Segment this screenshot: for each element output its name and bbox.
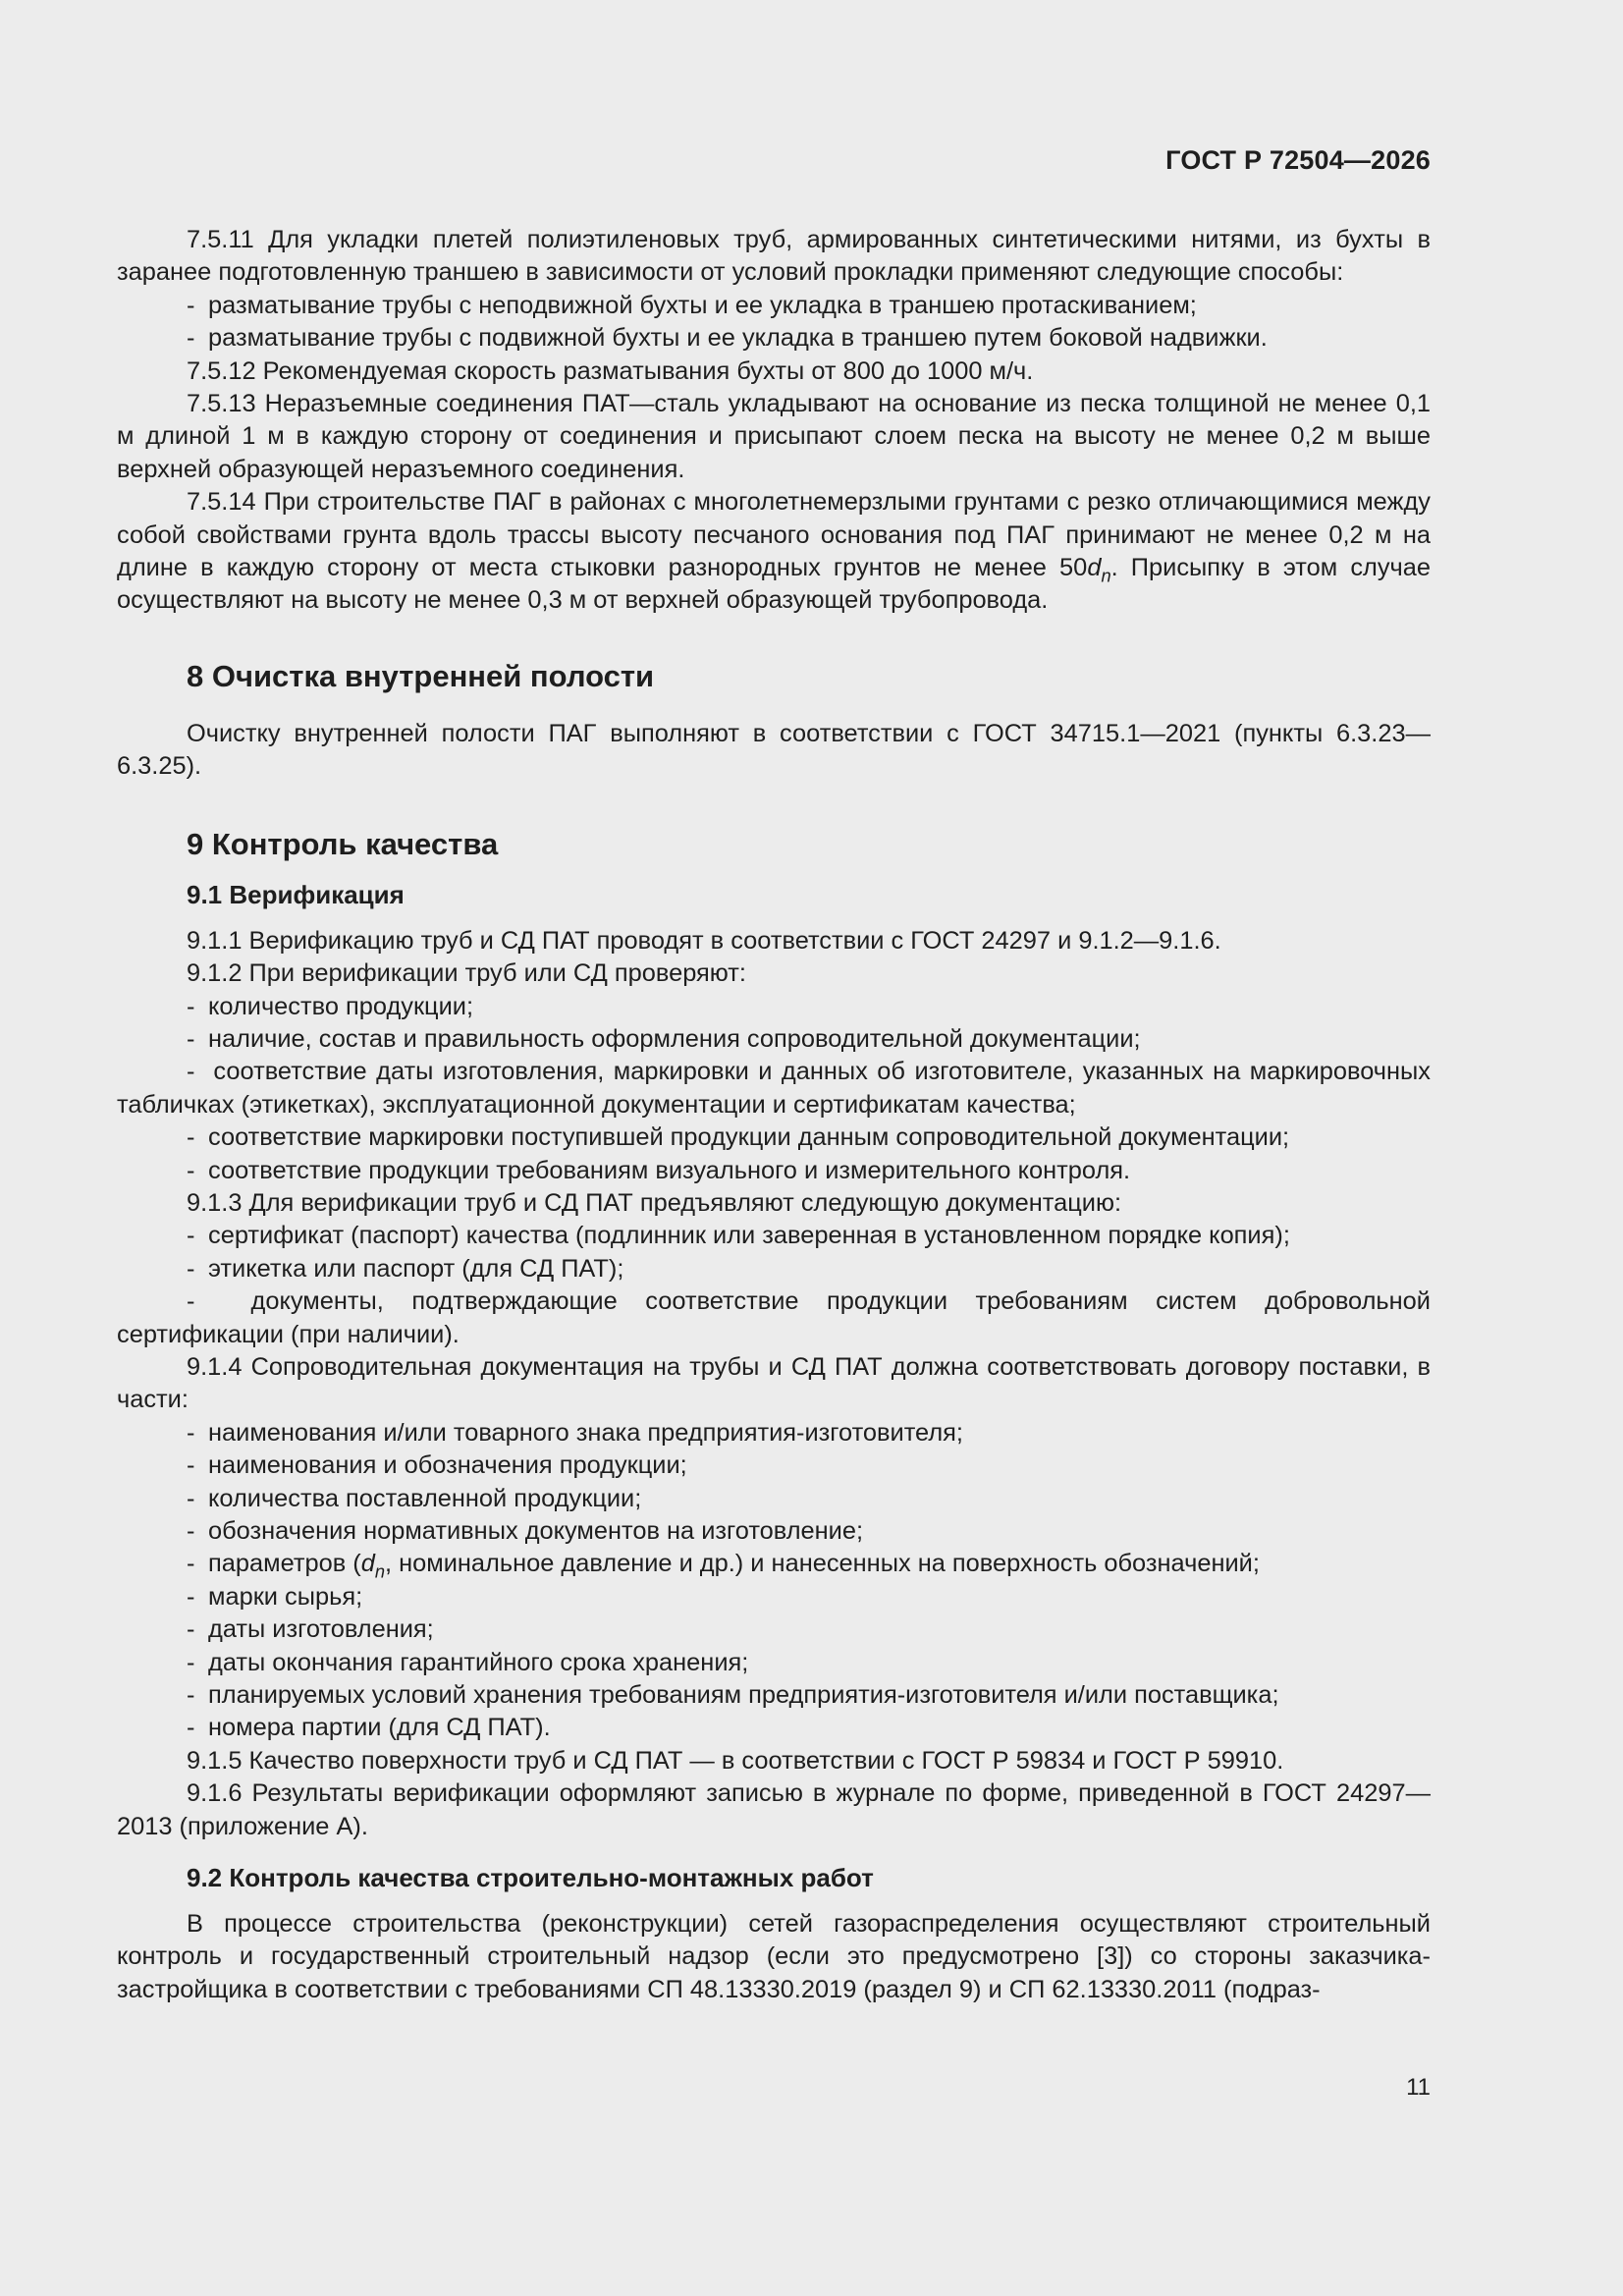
list-item: - количества поставленной продукции;	[187, 1484, 642, 1512]
list-item: - количество продукции;	[187, 992, 474, 1020]
list-item: - марки сырья;	[187, 1582, 363, 1611]
paragraph-9-1-4: 9.1.4 Сопроводительная документация на трубы и СД ПАТ должна соответствовать договору поставки, в части:	[117, 1352, 1431, 1414]
paragraph-9-2: В процессе строительства (реконструкции) сетей газораспределения осуществляют строительный контроль и государственный строительный надзор (если это предусмотрено [3]) со стороны заказчика-застройщика в соответствии с требованиями СП 48.13330.2019 (раздел 9) и СП 62.13330.2011 (подраз-	[117, 1910, 1431, 2003]
list-item: - соответствие продукции требованиям визуального и измерительного контроля.	[187, 1156, 1131, 1184]
list-item: - соответствие даты изготовления, маркировки и данных об изготовителе, указанных на маркировочных табличках (этикетках), эксплуатационной документации и сертификатам качества;	[117, 1058, 1431, 1119]
paragraph-9-1-5: 9.1.5 Качество поверхности труб и СД ПАТ — в соответствии с ГОСТ Р 59834 и ГОСТ Р 59910.	[187, 1746, 1284, 1775]
subsection-9-1-title: 9.1 Верификация	[187, 879, 405, 909]
subsection-9-2-title: 9.2 Контроль качества строительно-монтажных работ	[187, 1863, 874, 1893]
list-item: - разматывание трубы с подвижной бухты и ее укладка в траншею путем боковой надвижки.	[187, 324, 1268, 353]
list-item: - наличие, состав и правильность оформления сопроводительной документации;	[187, 1024, 1141, 1053]
document-header: ГОСТ Р 72504—2026	[1165, 145, 1431, 175]
list-item: - соответствие маркировки поступившей продукции данным сопроводительной документации;	[187, 1123, 1290, 1152]
list-item: - наименования и обозначения продукции;	[187, 1451, 687, 1480]
list-item: - документы, подтверждающие соответствие продукции требованиям систем добровольной сертификации (при наличии).	[117, 1287, 1431, 1348]
section-9-title: 9 Контроль качества	[187, 826, 499, 861]
paragraph-7-5-13: 7.5.13 Неразъемные соединения ПАТ—сталь укладывают на основание из песка толщиной не менее 0,1 м длиной 1 м в каждую сторону от соединения и присыпают слоем песка на высоту не менее 0,2 м выше верхней образующей неразъемного соединения.	[117, 390, 1431, 483]
paragraph-9-1-2: 9.1.2 При верификации труб или СД проверяют:	[187, 959, 746, 988]
paragraph-9-1-6: 9.1.6 Результаты верификации оформляют записью в журнале по форме, приведенной в ГОСТ 24297—2013 (приложение А).	[117, 1779, 1431, 1840]
paragraph-7-5-11: 7.5.11 Для укладки плетей полиэтиленовых труб, армированных синтетическими нитями, из бухты в заранее подготовленную траншею в зависимости от условий прокладки применяют следующие способы:	[117, 226, 1431, 287]
paragraph-9-1-3: 9.1.3 Для верификации труб и СД ПАТ предъявляют следующую документацию:	[187, 1188, 1122, 1217]
list-item: - разматывание трубы с неподвижной бухты и ее укладка в траншею протаскиванием;	[187, 291, 1197, 319]
paragraph-7-5-14: 7.5.14 При строительстве ПАГ в районах с многолетнемерзлыми грунтами с резко отличающимися между собой свойствами грунта вдоль трассы высоту песчаного основания под ПАГ принимают не менее 0,2 м на длине в каждую сторону от места стыковки разнородных грунтов не менее $50d_n$. Присыпку в этом случае осуществляют на высоту не менее 0,3 м от верхней образующей трубопровода.	[117, 488, 1431, 615]
list-item: - наименования и/или товарного знака предприятия-изготовителя;	[187, 1418, 963, 1447]
section-8-text: Очистку внутренней полости ПАГ выполняют в соответствии с ГОСТ 34715.1—2021 (пункты 6.3.23—6.3.25).	[117, 719, 1431, 781]
list-item: - параметров ($d_n$, номинальное давление и др.) и нанесенных на поверхность обозначений;	[187, 1550, 1260, 1582]
list-item: - планируемых условий хранения требованиям предприятия-изготовителя и/или поставщика;	[187, 1681, 1279, 1710]
paragraph-9-1-1: 9.1.1 Верификацию труб и СД ПАТ проводят в соответствии с ГОСТ 24297 и 9.1.2—9.1.6.	[187, 926, 1221, 955]
page-number: 11	[1406, 2074, 1431, 2101]
list-item: - даты окончания гарантийного срока хранения;	[187, 1648, 749, 1676]
paragraph-7-5-12: 7.5.12 Рекомендуемая скорость разматывания бухты от 800 до 1000 м/ч.	[187, 356, 1034, 385]
list-item: - номера партии (для СД ПАТ).	[187, 1714, 551, 1742]
list-item: - даты изготовления;	[187, 1615, 434, 1644]
page-content	[117, 224, 1431, 2006]
list-item: - сертификат (паспорт) качества (подлинник или заверенная в установленном порядке копия);	[187, 1222, 1290, 1250]
section-8-title: 8 Очистка внутренней полости	[187, 658, 655, 693]
list-item: - этикетка или паспорт (для СД ПАТ);	[187, 1254, 624, 1283]
list-item: - обозначения нормативных документов на изготовление;	[187, 1517, 864, 1545]
